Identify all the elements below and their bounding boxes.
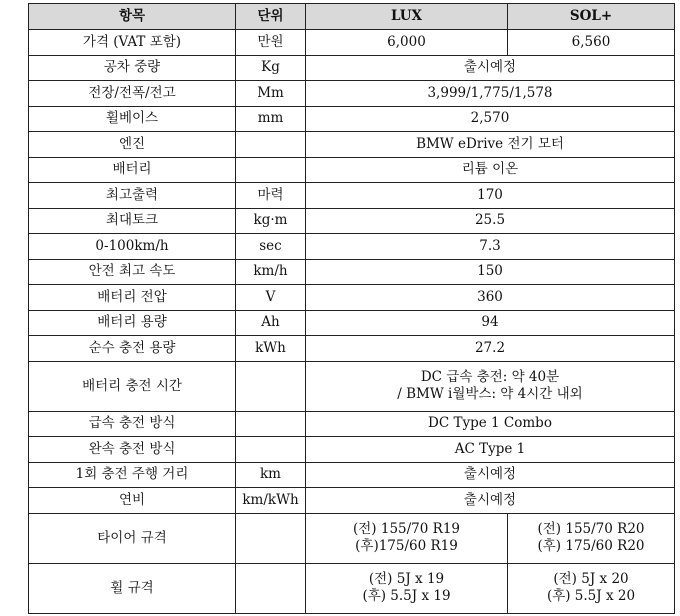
table-row bbox=[29, 462, 675, 488]
tires-sol-rear: (후) 175/60 R20 bbox=[537, 538, 645, 554]
row-unit: sec bbox=[236, 234, 306, 260]
row-value: BMW eDrive 전기 모터 bbox=[306, 132, 675, 158]
row-unit bbox=[236, 437, 306, 463]
table-row bbox=[29, 106, 675, 132]
spec-table-container bbox=[28, 3, 675, 614]
row-value: 출시예정 bbox=[306, 488, 675, 514]
row-unit bbox=[236, 563, 306, 613]
table-row bbox=[29, 336, 675, 362]
charge-time-line-2: / BMW i월박스: 약 4시간 내외 bbox=[397, 386, 583, 402]
price-sol: 6,560 bbox=[508, 30, 675, 56]
header-unit: 단위 bbox=[236, 4, 306, 30]
table-row-price bbox=[29, 30, 675, 56]
table-row bbox=[29, 285, 675, 311]
row-label: 배터리 전압 bbox=[29, 285, 236, 311]
row-label: 전장/전폭/전고 bbox=[29, 81, 236, 107]
wheels-lux-front: (전) 5J x 19 bbox=[368, 571, 445, 587]
row-unit: km bbox=[236, 462, 306, 488]
tires-sol bbox=[508, 513, 675, 563]
table-row bbox=[29, 411, 675, 437]
row-unit: km/kWh bbox=[236, 488, 306, 514]
wheels-lux bbox=[306, 563, 508, 613]
row-unit: kWh bbox=[236, 336, 306, 362]
row-label: 타이어 규격 bbox=[29, 513, 236, 563]
header-trim-lux: LUX bbox=[306, 4, 508, 30]
row-value: 리튬 이온 bbox=[306, 157, 675, 183]
row-label: 휠 규격 bbox=[29, 563, 236, 613]
tires-lux-front: (전) 155/70 R19 bbox=[353, 521, 460, 537]
row-label: 배터리 충전 시간 bbox=[29, 361, 236, 411]
charge-time-line-1: DC 급속 충전: 약 40분 bbox=[420, 369, 560, 385]
row-label: 휠베이스 bbox=[29, 106, 236, 132]
wheels-lux-rear: (후) 5.5J x 19 bbox=[362, 588, 451, 604]
table-row bbox=[29, 183, 675, 209]
header-item: 항목 bbox=[29, 4, 236, 30]
row-value: 150 bbox=[306, 259, 675, 285]
row-unit: 마력 bbox=[236, 183, 306, 209]
row-label: 배터리 bbox=[29, 157, 236, 183]
tires-lux-rear: (후)175/60 R19 bbox=[355, 538, 458, 554]
row-unit bbox=[236, 157, 306, 183]
table-row bbox=[29, 208, 675, 234]
row-value: 27.2 bbox=[306, 336, 675, 362]
row-value: 94 bbox=[306, 310, 675, 336]
price-lux: 6,000 bbox=[306, 30, 508, 56]
table-header-row bbox=[29, 4, 675, 30]
tires-sol-front: (전) 155/70 R20 bbox=[537, 521, 645, 537]
row-value: 7.3 bbox=[306, 234, 675, 260]
row-unit bbox=[236, 361, 306, 411]
table-row bbox=[29, 55, 675, 81]
row-label: 순수 충전 용량 bbox=[29, 336, 236, 362]
row-unit: V bbox=[236, 285, 306, 311]
row-value: 출시예정 bbox=[306, 462, 675, 488]
table-row bbox=[29, 132, 675, 158]
row-label: 가격 (VAT 포함) bbox=[29, 30, 236, 56]
wheels-sol-rear: (후) 5.5J x 20 bbox=[546, 588, 636, 604]
table-row bbox=[29, 488, 675, 514]
table-row bbox=[29, 437, 675, 463]
row-label: 엔진 bbox=[29, 132, 236, 158]
row-unit bbox=[236, 411, 306, 437]
row-label: 연비 bbox=[29, 488, 236, 514]
spec-table bbox=[28, 3, 675, 614]
row-unit: kg·m bbox=[236, 208, 306, 234]
table-row-wheels bbox=[29, 563, 675, 613]
row-value: 2,570 bbox=[306, 106, 675, 132]
table-row bbox=[29, 310, 675, 336]
table-row-charge-time bbox=[29, 361, 675, 411]
row-value: DC Type 1 Combo bbox=[306, 411, 675, 437]
row-value: 25.5 bbox=[306, 208, 675, 234]
row-unit: km/h bbox=[236, 259, 306, 285]
row-label: 1회 충전 주행 거리 bbox=[29, 462, 236, 488]
row-unit bbox=[236, 513, 306, 563]
table-row bbox=[29, 234, 675, 260]
row-value: 출시예정 bbox=[306, 55, 675, 81]
row-value: AC Type 1 bbox=[306, 437, 675, 463]
row-label: 배터리 용량 bbox=[29, 310, 236, 336]
table-row bbox=[29, 157, 675, 183]
row-unit: 만원 bbox=[236, 30, 306, 56]
row-value: 360 bbox=[306, 285, 675, 311]
row-label: 최고출력 bbox=[29, 183, 236, 209]
header-trim-sol: SOL+ bbox=[508, 4, 675, 30]
row-unit: Kg bbox=[236, 55, 306, 81]
table-row bbox=[29, 259, 675, 285]
row-label: 급속 충전 방식 bbox=[29, 411, 236, 437]
row-unit: Mm bbox=[236, 81, 306, 107]
wheels-sol bbox=[508, 563, 675, 613]
wheels-sol-front: (전) 5J x 20 bbox=[553, 571, 629, 587]
row-label: 안전 최고 속도 bbox=[29, 259, 236, 285]
row-unit: Ah bbox=[236, 310, 306, 336]
charge-time-value bbox=[306, 361, 675, 411]
row-unit bbox=[236, 132, 306, 158]
row-label: 완속 충전 방식 bbox=[29, 437, 236, 463]
row-value: 3,999/1,775/1,578 bbox=[306, 81, 675, 107]
row-label: 공차 중량 bbox=[29, 55, 236, 81]
table-row bbox=[29, 81, 675, 107]
row-label: 최대토크 bbox=[29, 208, 236, 234]
row-label: 0-100km/h bbox=[29, 234, 236, 260]
row-unit: mm bbox=[236, 106, 306, 132]
table-row-tires bbox=[29, 513, 675, 563]
row-value: 170 bbox=[306, 183, 675, 209]
tires-lux bbox=[306, 513, 508, 563]
